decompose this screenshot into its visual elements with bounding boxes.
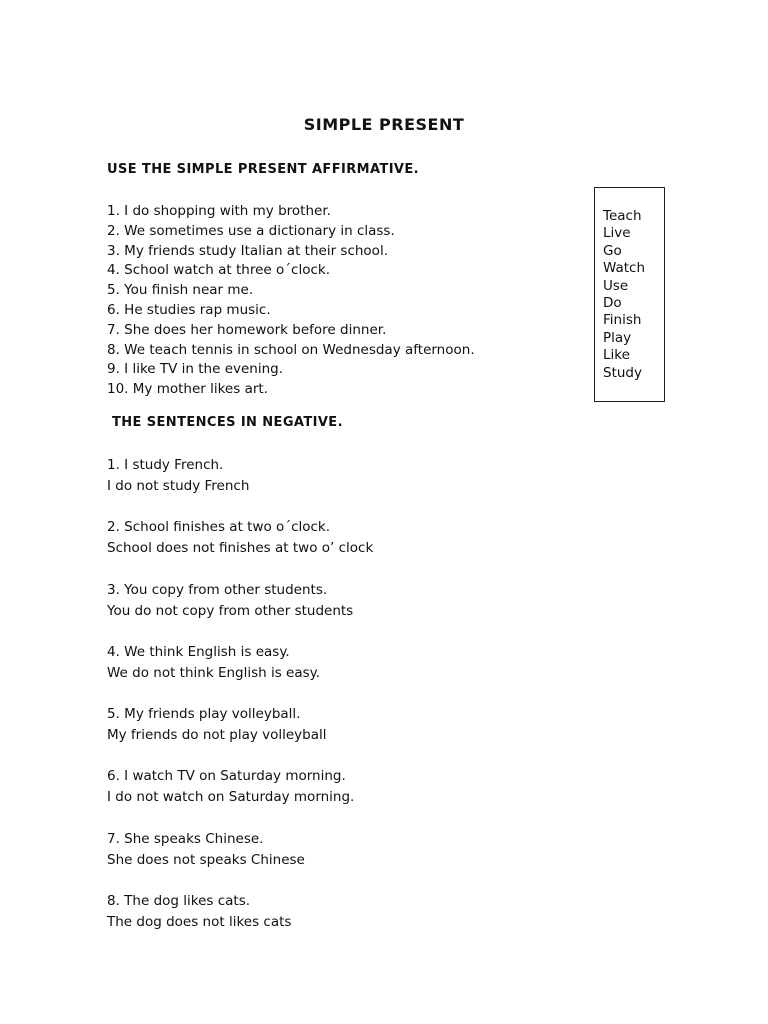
page-title: SIMPLE PRESENT bbox=[303, 115, 465, 134]
word-bank-item: Finish bbox=[603, 312, 642, 329]
word-bank-item: Teach bbox=[603, 208, 642, 224]
word-bank-item: Live bbox=[603, 225, 631, 242]
exercise-answer: I do not study French bbox=[107, 478, 250, 494]
list-item: 5. You finish near me. bbox=[107, 282, 254, 299]
list-item: 7. She does her homework before dinner. bbox=[107, 321, 387, 338]
word-bank-item: Do bbox=[603, 294, 622, 311]
word-bank-item: Use bbox=[603, 277, 629, 294]
exercise-answer: We do not think English is easy. bbox=[107, 664, 321, 681]
list-item: 8. We teach tennis in school on Wednesday afternoon. bbox=[107, 341, 475, 358]
exercise-pair bbox=[107, 455, 373, 517]
list-item: 2. We sometimes use a dictionary in class. bbox=[107, 222, 395, 239]
exercise-sentence: 3. You copy from other students. bbox=[107, 581, 328, 598]
negative-heading: THE SENTENCES IN NEGATIVE. bbox=[112, 415, 343, 430]
exercise-pair bbox=[107, 642, 373, 704]
exercise-pair bbox=[107, 704, 373, 766]
exercise-pair bbox=[107, 829, 373, 891]
exercise-answer: The dog does not likes cats bbox=[107, 914, 292, 931]
exercise-sentence: 2. School finishes at two o´clock. bbox=[107, 519, 331, 536]
word-bank-item: Study bbox=[603, 364, 642, 381]
affirmative-heading: USE THE SIMPLE PRESENT AFFIRMATIVE. bbox=[107, 162, 420, 177]
list-item: 3. My friends study Italian at their school. bbox=[107, 242, 388, 259]
exercise-pair bbox=[107, 766, 373, 828]
list-item: 9. I like TV in the evening. bbox=[107, 361, 284, 378]
word-bank-box bbox=[594, 187, 665, 402]
exercise-sentence: 4. We think English is easy. bbox=[107, 643, 290, 660]
exercise-answer: School does not finishes at two o’ clock bbox=[107, 540, 374, 557]
word-bank-item: Play bbox=[603, 329, 632, 346]
exercise-sentence: 1. I study French. bbox=[107, 457, 224, 473]
exercise-answer: My friends do not play volleyball bbox=[107, 727, 327, 744]
exercise-sentence: 6. I watch TV on Saturday morning. bbox=[107, 768, 346, 785]
negative-exercise bbox=[107, 455, 373, 953]
list-item: 1. I do shopping with my brother. bbox=[107, 203, 331, 219]
list-item: 6. He studies rap music. bbox=[107, 301, 271, 318]
exercise-pair bbox=[107, 580, 373, 642]
exercise-sentence: 5. My friends play volleyball. bbox=[107, 706, 301, 723]
exercise-answer: She does not speaks Chinese bbox=[107, 851, 305, 868]
exercise-sentence: 7. She speaks Chinese. bbox=[107, 830, 264, 847]
exercise-pair bbox=[107, 517, 373, 579]
word-bank-item: Go bbox=[603, 242, 622, 259]
exercise-answer: You do not copy from other students bbox=[107, 602, 354, 619]
exercise-sentence: 8. The dog likes cats. bbox=[107, 893, 251, 910]
word-bank-item: Watch bbox=[603, 260, 646, 277]
list-item: 10. My mother likes art. bbox=[107, 381, 268, 398]
exercise-pair bbox=[107, 891, 373, 953]
list-item: 4. School watch at three o´clock. bbox=[107, 262, 330, 279]
word-bank-item: Like bbox=[603, 347, 630, 364]
affirmative-list bbox=[107, 202, 475, 400]
exercise-answer: I do not watch on Saturday morning. bbox=[107, 789, 355, 806]
